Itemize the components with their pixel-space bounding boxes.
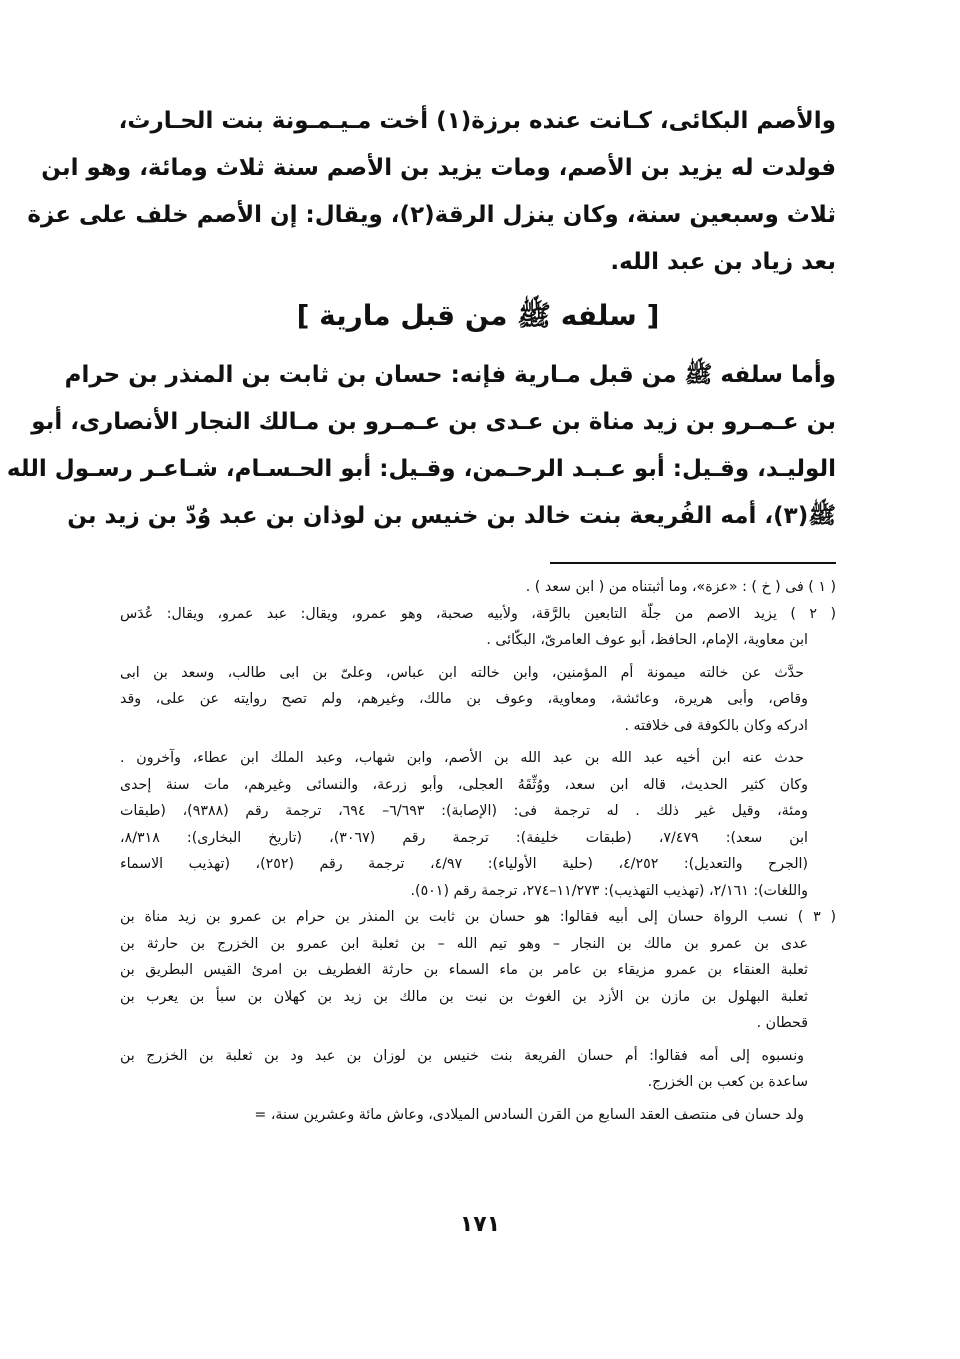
text-line: الوليـد، وقـيل: أبو عـبـد الرحـمن، وقـيل: أبو الحـسـام، شـاعـر رسـول الله — [6, 456, 836, 482]
footnote-3-line: ثعلبة العنقاء بن عمرو مزيقاء بن عامر بن ماء السماء بن حارثة الغطريف بن امرئ القيس البطريق بن — [120, 962, 808, 978]
footnote-3-line: عدى بن عمرو بن مالك بن النجار – وهو تيم الله – بن ثعلبة ابن عمرو بن الخزرج بن حارثة بن — [120, 935, 808, 952]
text-line: فولدت له يزيد بن الأصم، ومات يزيد بن الأصم سنة ثلاث ومائة، وهو ابن — [41, 155, 836, 181]
section-heading: [ سلفه ﷺ من قبل مارية ] — [296, 299, 660, 332]
footnote-2-line: حدَّث عن خالته ميمونة أم المؤمنين، وابن خالته ابن عباس، وعلىّ بن ابى طالب، وسعد بن ابى — [120, 664, 804, 681]
footnotes — [120, 574, 836, 1128]
text-line: والأصم البكائى، كـانت عنده برزة(١) أخت مـيـمـونة بنت الحـارث، — [118, 108, 836, 134]
main-paragraph-1 — [27, 98, 836, 286]
footnote-2-line: وقاص، وأبى هريرة، وعائشة، ومعاوية، وعوف بن مالك، وغيرهم، ولم تصح روايته عن على، وقد — [120, 691, 808, 707]
footnote-separator — [550, 562, 836, 564]
footnote-3-line: ونسبوه إلى أمه فقالوا: أم حسان الفريعة بنت خنيس بن لوزان بن عبد ود بن ثعلبة بن الخزرج بن — [120, 1047, 804, 1064]
text-line: ﷺ(٣)، أمه الفُريعة بنت خالد بن خنيس بن لوذان بن عبد وُدّ بن زيد بن — [67, 503, 836, 529]
footnote-2-line: حدث عنه ابن أخيه عبد الله بن عبد الله بن الأصم، وابن شهاب، وعبد الملك ابن عطاء، وآخرون . — [120, 750, 804, 766]
footnote-2-line: ( ٢ ) يزيد الاصم من جلّة التابعين بالرَّقة، ولأبيه صحبة، وهو عمرو، ويقال: عبد عمرو، ويقال: عُدَس — [120, 605, 836, 622]
footnote-3-line: قحطان . — [756, 1015, 808, 1031]
footnote-3-line: ولد حسان فى منتصف العقد السابع من القرن السادس الميلادى، وعاش مائة وعشرين سنة، = — [254, 1106, 804, 1123]
footnote-2-line: ومئة، وقيل غير ذلك . له ترجمة فى: (الإصابة): ٦/٦٩٣– ٦٩٤، ترجمة رقم (٩٣٨٨)، (طبقات — [120, 803, 808, 819]
footnote-2-line: واللغات): ٢/١٦١، (تهذيب التهذيب): ١١/٢٧٣–٢٧٤، ترجمة رقم (٥٠١). — [410, 882, 808, 899]
footnote-2-line: (الجرح والتعديل): ٤/٢٥٢، (حلية الأولياء): ٤/٩٧، ترجمة رقم (٢٥٢)، (تهذيب الاسماء — [120, 856, 808, 872]
text-line: وأما سلفه ﷺ من قبل مـارية فإنه: حسان بن ثابت بن المنذر بن حرام — [64, 362, 836, 388]
text-line: ثلاث وسبعين سنة، وكان ينزل الرقة(٢)، ويقال: إن الأصم خلف على عزة — [27, 202, 836, 228]
text-line: بعد زياد بن عبد الله. — [610, 249, 836, 275]
page-content — [6, 98, 837, 1128]
main-paragraph-2 — [6, 352, 836, 540]
page-number: ١٧١ — [459, 1212, 501, 1237]
footnote-2-line: ابن سعد): ٧/٤٧٩، (طبقات خليفة): ترجمة رقم (٣٠٦٧)، (تاريخ البخارى): ٨/٣١٨، — [120, 829, 808, 846]
footnote-3-line: ثعلبة البهلول بن مازن بن الأزد بن الغوث بن نبت بن مالك بن زيد بن كهلان بن سبأ بن يعرب بن — [120, 988, 808, 1005]
footnote-3-line: ساعدة بن كعب بن الخزرج. — [647, 1074, 808, 1090]
footnote-3-line: ( ٣ ) نسب الرواة حسان إلى أبيه فقالوا: هو حسان بن ثابت بن المنذر بن حرام بن عمرو بن زيد مناة بن — [120, 909, 837, 925]
footnote-1: ( ١ ) فى ( خ ) : «عزة»، وما أثبتناه من ( ابن سعد ) . — [525, 579, 836, 595]
text-line: بن عـمـرو بن زيد مناة بن عـدى بن عـمـرو بن مـالك النجار الأنصارى، أبو — [31, 409, 836, 435]
footnote-2-line: ابن معاوية، الإمام، الحافظ، أبو عوف العامرىّ، البكّائى . — [486, 632, 808, 648]
footnote-2-line: ادركه وكان بالكوفة فى خلافته . — [624, 717, 808, 734]
footnote-2-line: وكان كثير الحديث، قاله ابن سعد، ووُثِّقَهُ العجلى، وأبو زرعة، والنسائى وغيرهم، مات سنة إحدى — [120, 776, 808, 793]
